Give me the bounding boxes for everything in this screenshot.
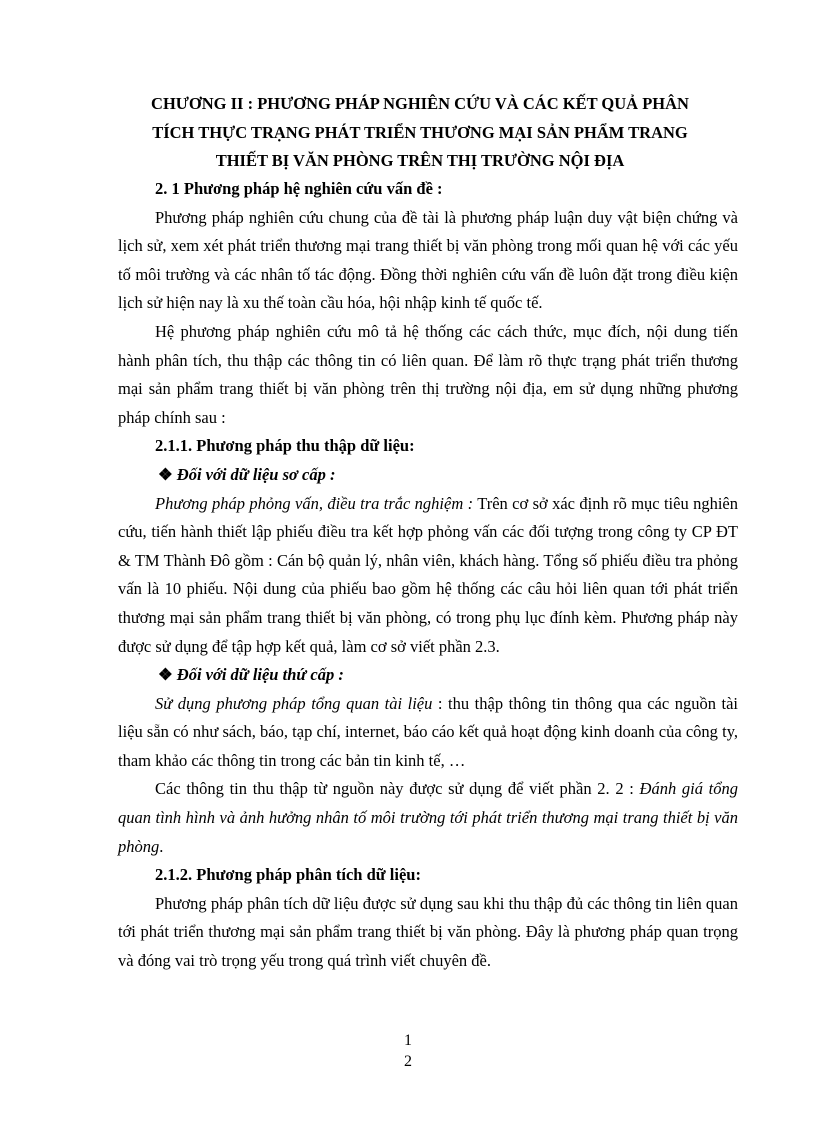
section-heading-2-1-1: 2.1.1. Phương pháp thu thập dữ liệu: xyxy=(155,436,415,456)
paragraph: Phương pháp phân tích dữ liệu được sử dụng sau khi thu thập đủ các thông tin liên quan tới phát triển thương mại sản phẩm trang thiết bị văn phòng. Đây là phương pháp quan trọng và đóng vai trò trọng yếu trong quá trình viết chuyên đề. xyxy=(118,893,738,971)
paragraph-text: Trên cơ sở xác định rõ mục tiêu nghiên cứu, tiến hành thiết lập phiếu điều tra kết hợp phỏng vấn các đối tượng trong công ty CP ĐT & TM Thành Đô gồm : Cán bộ quản lý, nhân viên, khách hàng. Tổng số phiếu điều tra phỏng vấn là 10 phiếu. Nội dung của phiếu bao gồm hệ thống các câu hỏi liên quan tới phát triển thương mại sản phẩm trang thiết bị văn phòng, có trong phụ lục đính kèm. Phương pháp này được sử dụng để tập hợp kết quả, làm cơ sở viết phần 2.3. xyxy=(118,493,738,656)
page-number-line: 1 xyxy=(404,1032,412,1049)
diamond-bullet-icon: ❖ xyxy=(158,665,173,685)
paragraph-text: Các thông tin thu thập từ nguồn này được sử dụng để viết phần 2. 2 : xyxy=(155,779,640,799)
paragraph xyxy=(118,690,738,776)
paragraph xyxy=(118,775,738,861)
paragraph-end: . xyxy=(159,836,164,856)
page-number-line: 2 xyxy=(404,1053,412,1070)
chapter-title-line: TÍCH THỰC TRẠNG PHÁT TRIỂN THƯƠNG MẠI SẢN PHẨM TRANG xyxy=(152,122,688,142)
page-number xyxy=(0,1030,816,1072)
paragraph: Hệ phương pháp nghiên cứu mô tả hệ thống các cách thức, mục đích, nội dung tiến hành phân tích, thu thập các thông tin có liên quan. Để làm rõ thực trạng phát triển thương mại sản phẩm trang thiết bị văn phòng trên thị trường nội địa, em sử dụng những phương pháp chính sau : xyxy=(118,321,738,427)
subheading-label: Đối với dữ liệu thứ cấp : xyxy=(176,665,344,685)
section-heading-2-1-2: 2.1.2. Phương pháp phân tích dữ liệu: xyxy=(155,865,421,885)
subheading-label: Đối với dữ liệu sơ cấp : xyxy=(176,464,336,484)
chapter-title xyxy=(120,90,720,176)
subheading-primary-data xyxy=(158,461,738,490)
document-body xyxy=(118,175,738,976)
chapter-title-line: CHƯƠNG II : PHƯƠNG PHÁP NGHIÊN CỨU VÀ CÁC KẾT QUẢ PHÂN xyxy=(151,94,689,113)
paragraph-lead: Sử dụng phương pháp tổng quan tài liệu xyxy=(155,693,433,713)
chapter-title-line: THIẾT BỊ VĂN PHÒNG TRÊN THỊ TRƯỜNG NỘI ĐỊA xyxy=(215,151,625,170)
paragraph-italic: Đánh giá tổng quan tình hình và ảnh hưởng nhân tố môi trường tới phát triển thương mại trang thiết bị văn phòng xyxy=(118,779,738,856)
paragraph-lead: Phương pháp phỏng vấn, điều tra trắc nghiệm : xyxy=(155,493,474,513)
diamond-bullet-icon: ❖ xyxy=(158,464,173,484)
paragraph xyxy=(118,490,738,662)
section-heading-2-1: 2. 1 Phương pháp hệ nghiên cứu vấn đề : xyxy=(155,179,443,198)
subheading-secondary-data xyxy=(158,661,738,690)
paragraph: Phương pháp nghiên cứu chung của đề tài là phương pháp luận duy vật biện chứng và lịch sử, xem xét phát triển thương mại trang thiết bị văn phòng trong mối quan hệ với các yếu tố môi trường và các nhân tố tác động. Đồng thời nghiên cứu vấn đề luôn đặt trong điều kiện lịch sử hiện nay là xu thế toàn cầu hóa, hội nhập kinh tế quốc tế. xyxy=(118,207,738,313)
paragraph-text: : thu thập thông tin thông qua các nguồn tài liệu sẵn có như sách, báo, tạp chí, internet, báo cáo kết quả hoạt động kinh doanh của công ty, tham khảo các thông tin trong các bản tin kinh tế, … xyxy=(118,693,738,770)
